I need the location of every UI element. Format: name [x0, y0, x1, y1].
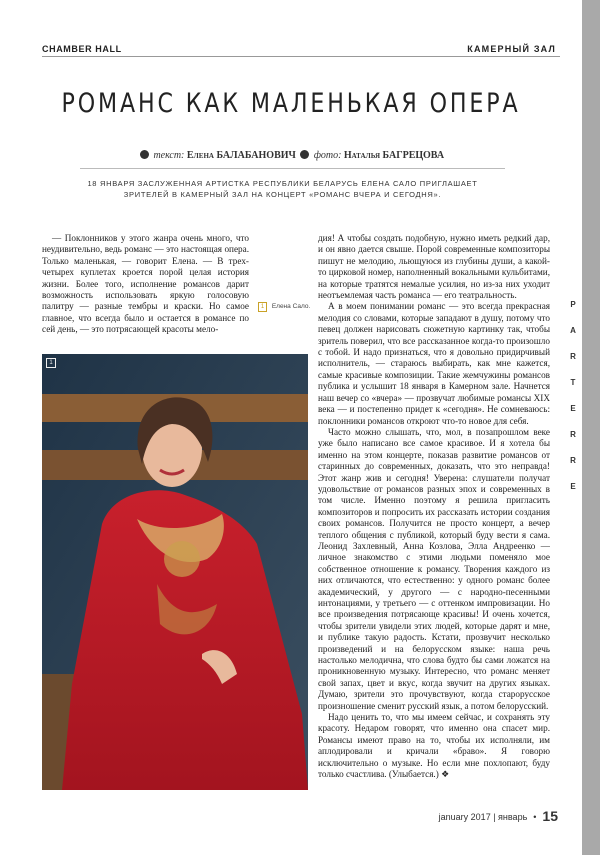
- article-lead: 18 ЯНВАРЯ ЗАСЛУЖЕННАЯ АРТИСТКА РЕСПУБЛИКИ БЕЛАРУСЬ ЕЛЕНА САЛО ПРИГЛАШАЕТ ЗРИТЕЛЕЙ В КАМЕРНЫЙ ЗАЛ НА КОНЦЕРТ «РОМАНС ВЧЕРА И СЕГОДНЯ».: [87, 179, 478, 199]
- text-credit-label: текст:: [153, 150, 185, 161]
- header-divider: [42, 56, 560, 57]
- singer-photo-illustration: [42, 354, 308, 790]
- side-letter: R: [570, 352, 576, 361]
- side-letter: R: [570, 456, 576, 465]
- page-number: 15: [542, 808, 558, 824]
- paragraph: А в моем понимании романс — это всегда прекрасная мелодия со словами, которые западают в душу, потому что певец должен нарисовать сюжетную картинку так, чтобы зритель поверил, что все рассказанное когда-то произошло с тобой. И надо признаться, что я довольно придирчивый исполнитель, — стараюсь выбирать, как мне кажется, самые красивые композиции. Такие жемчужины романсов публика и услышит 18 января в Камерном зале. Начнется наш вечер со «вчера» — прозвучат любимые романсы XIX века — и постепенно придет к «сегодня». Не сомневаюсь: поклонники романсов откроют что-то новое для себя.: [318, 301, 550, 426]
- section-label-parterre: [567, 292, 579, 500]
- article-credits: [0, 150, 582, 161]
- text-credit-author: Елена БАЛАБАНОВИЧ: [186, 150, 296, 161]
- paragraph: — Поклонников у этого жанра очень много, что неудивительно, ведь романс — это настоящая опера. Только маленькая, — говорит Елена. — В трех-четырех куплетах кроется порой целая история жизни. Более того, исполнение романсов дарит возможность использовать яркую голосовую палитру — разные тембры и краски. Но самое главное, что всегда было и остается в романсе по сей день, — это потрясающей красоты мело-: [42, 233, 249, 335]
- side-letter: E: [570, 404, 576, 413]
- side-color-tab: [582, 0, 600, 855]
- side-letter: E: [570, 482, 576, 491]
- issue-date: january 2017 | январь: [438, 812, 528, 822]
- article-column-2: [318, 233, 550, 781]
- photo-number: 1: [46, 358, 56, 368]
- paragraph: Надо ценить то, что мы имеем сейчас, и сохранять эту красоту. Недаром говорят, что именно она спасет мир. Романсы имеют право на то, чтобы их исполняли, им аплодировали и кричали «браво». Я говорю исключительно о музыке. Но если мне похлопают, буду только счастлива. (Улыбается.) ❖: [318, 712, 550, 780]
- side-letter: P: [570, 300, 576, 309]
- section-header-en: CHAMBER HALL: [42, 44, 122, 54]
- side-letter: R: [570, 430, 576, 439]
- side-letter: A: [570, 326, 576, 335]
- paragraph: дия! А чтобы создать подобную, нужно иметь редкий дар, и он явно дается свыше. Порой современные композиторы пишут не мелодию, льющуюся из глубины души, а какой-то цирковой номер, наполненный вокальными кульбитами, на которые тратятся немалые усилия, но из-за них уходит неотъемлемая часть романса — его театральность.: [318, 233, 550, 301]
- portrait-photo: [42, 354, 308, 790]
- photo-credit-label: фото:: [313, 150, 342, 161]
- lead-divider: [80, 168, 505, 169]
- article-title: РОМАНС КАК МАЛЕНЬКАЯ ОПЕРА: [61, 88, 521, 119]
- caption-number: 1: [258, 302, 267, 312]
- caption-text: Елена Сало.: [271, 303, 311, 310]
- photo-caption: [258, 302, 310, 312]
- side-letter: T: [570, 378, 576, 387]
- page-footer: january 2017 | январь • 15: [438, 808, 558, 824]
- article-column-1: [42, 233, 249, 336]
- paragraph: Часто можно слышать, что, мол, в позапрошлом веке уже было написано все самое красивое. И я хотела бы именно на этом концерте, показав развитие романсов от старинных до современных, доказать, что это неправда! Этот жанр жив и сегодня! Уверена: слушатели получат удовольствие от романсов разных эпох и современных в том числе. Именно поэтому я решила пригласить композиторов и попросить их рассказать истории создания своих романсов. Получится не просто концерт, а вечер теплого общения с публикой, который буду вести я сама. Леонид Захлевный, Анна Козлова, Элла Андреенко — личное знакомство с этими людьми поменяло мое собственное отношение к романсу. Творения каждого из них отличаются, что естественно: у одного романс более академический, у другого — с народно-песенными интонациями, у третьего — с оттенком импровизации. Но все произведения потрясающе красивы! И очень хочется, чтобы зрители увидели этих людей, которые дарят и мне, и публике такую радость. Кстати, прозвучит несколько произведений и на белорусском языке: наша речь настолько мелодична, что слова будто бы сами ложатся на проникновенную музыку. Интересно, что романс меняет свой запах, цвет и вкус, когда звучит на других языках. Думаю, зрители это прочувствуют, когда старорусское произношение сменит русский язык, а потом белорусский.: [318, 426, 550, 711]
- camera-icon: [300, 150, 309, 159]
- section-header-ru: КАМЕРНЫЙ ЗАЛ: [467, 44, 556, 54]
- photo-credit-author: Наталья БАГРЕЦОВА: [343, 150, 445, 161]
- pen-icon: [140, 150, 149, 159]
